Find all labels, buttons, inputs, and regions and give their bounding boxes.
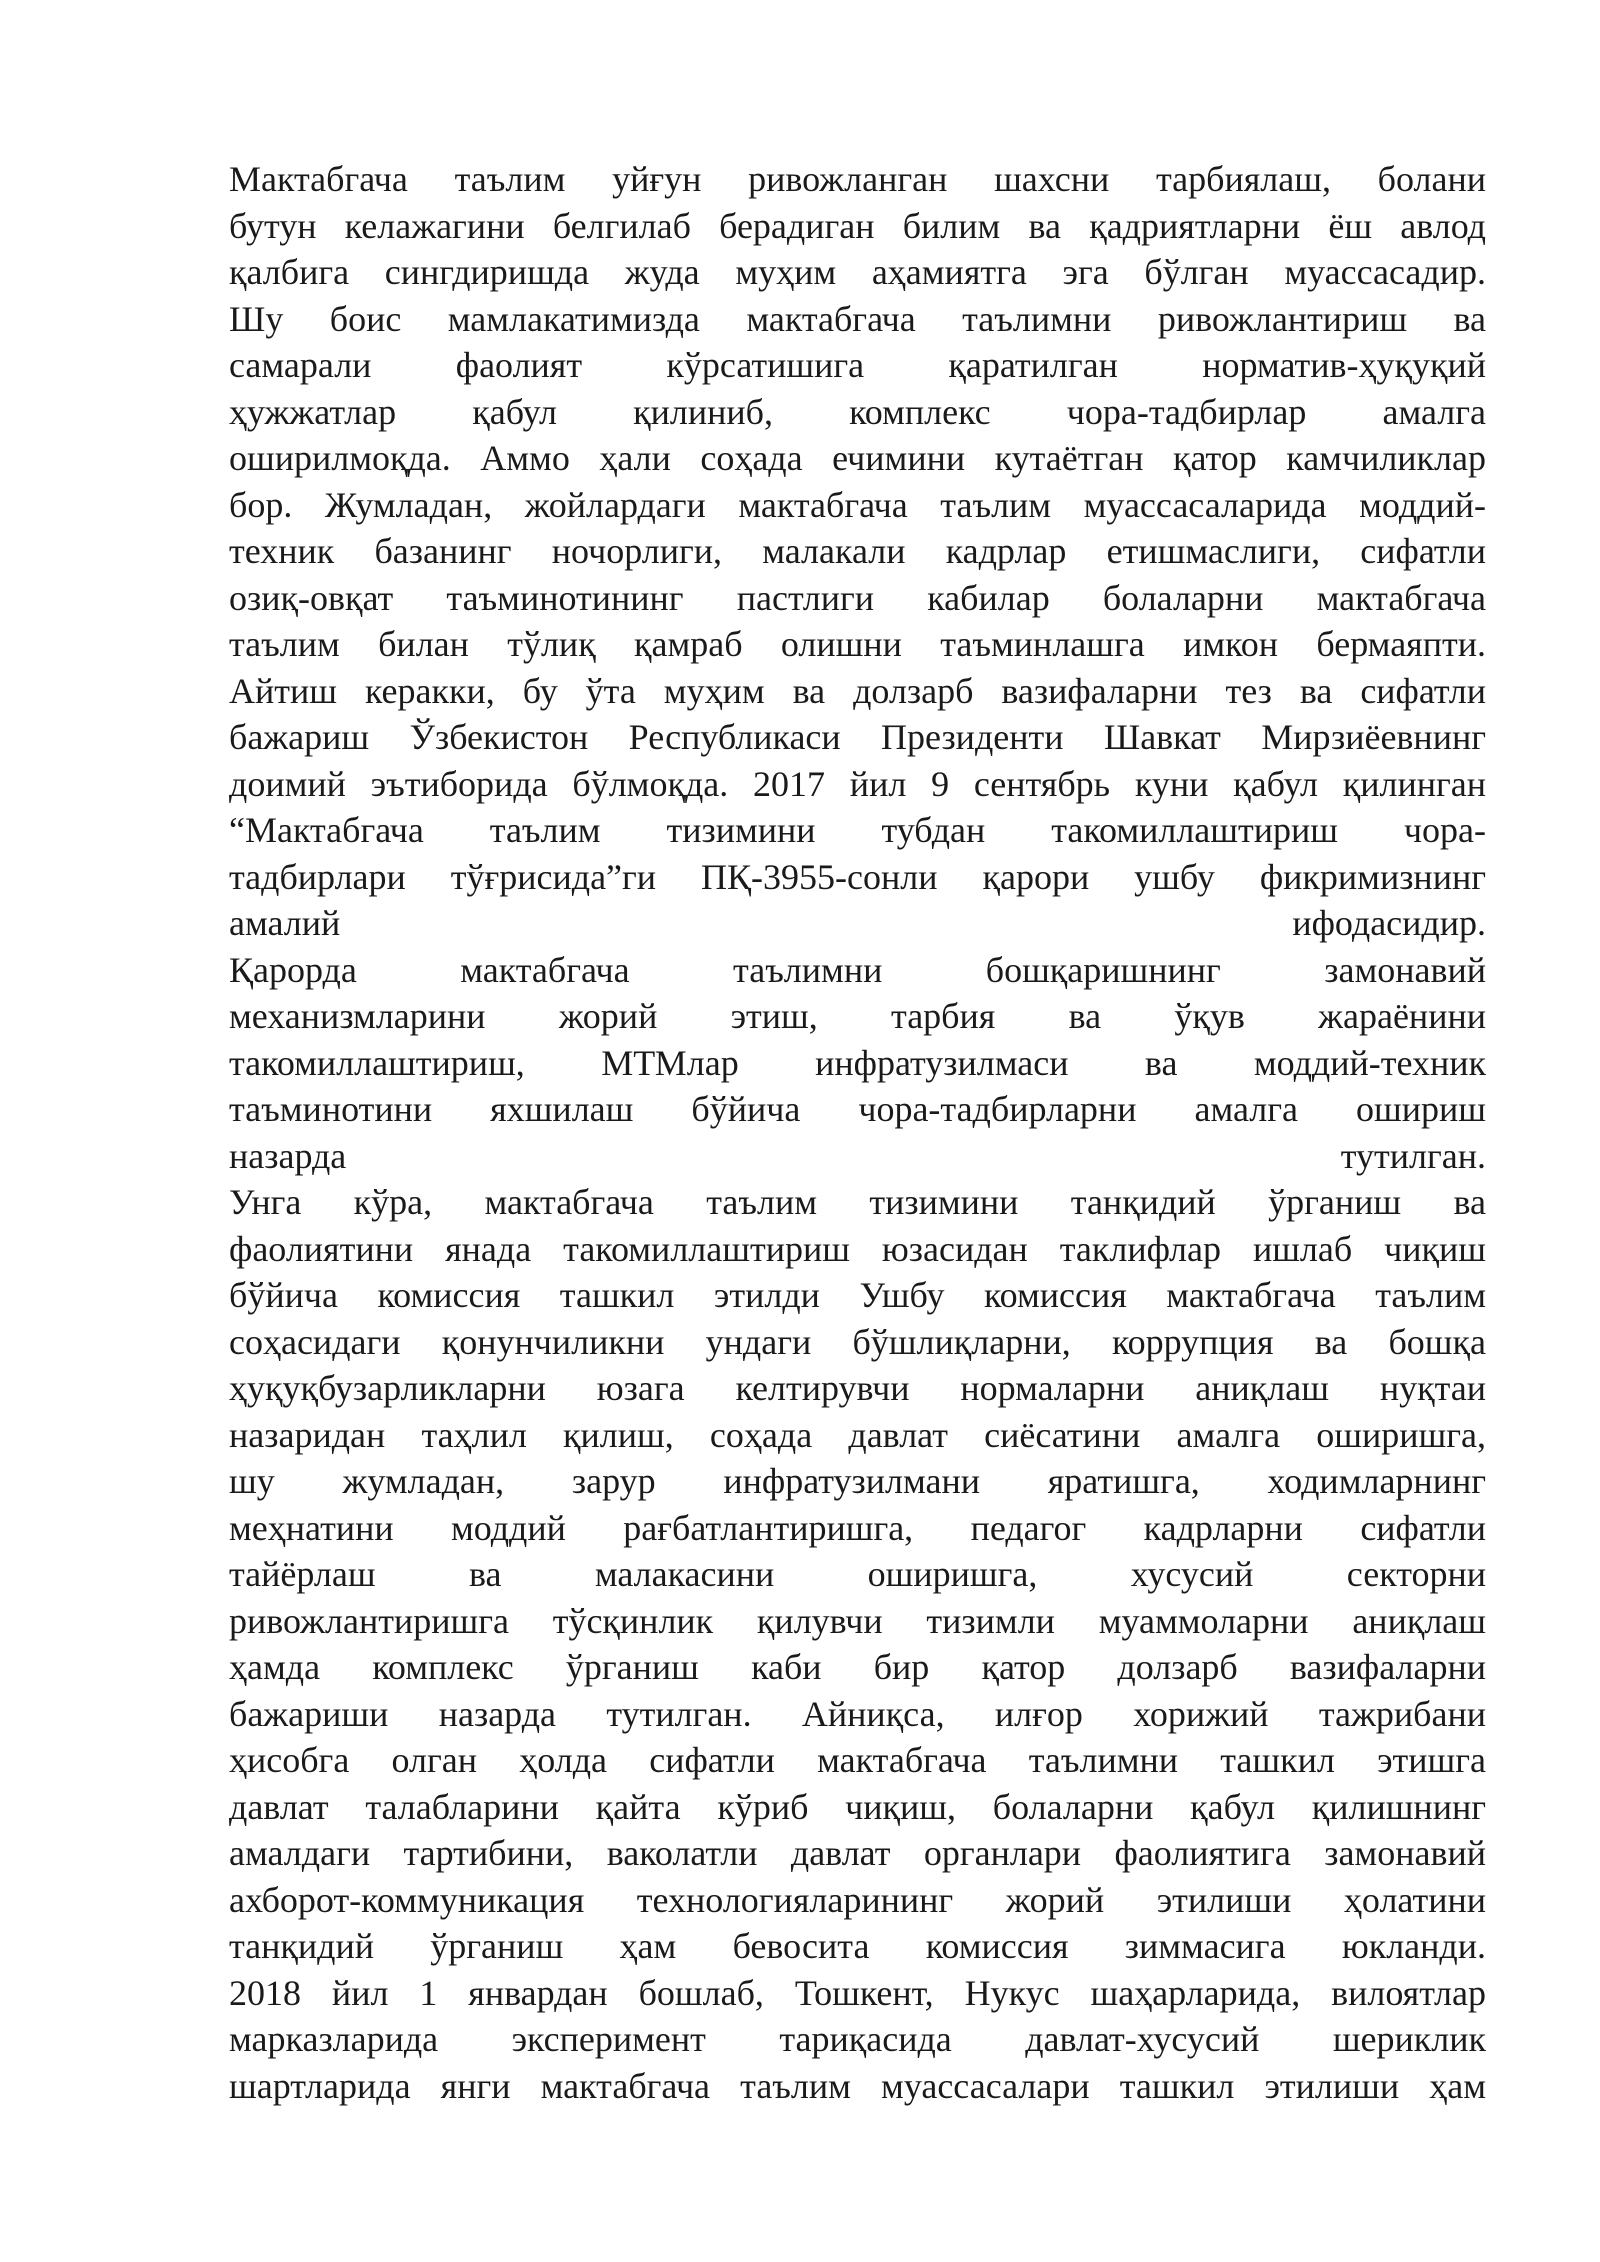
text-line: марказларида эксперимент тариқасида давлат-хусусий шериклик xyxy=(229,2019,1486,2059)
text-line: такомиллаштириш, МТМлар инфратузилмаси ва моддий-техник xyxy=(229,1042,1486,1083)
text-line: озиқ-овқат таъминотининг пастлиги кабилар болаларни мактабгача xyxy=(229,577,1486,618)
text-line: ҳуқуқбузарликларни юзага келтирувчи нормаларни аниқлаш нуқтаи xyxy=(229,1368,1486,1408)
text-line: Айтиш керакки, бу ўта муҳим ва долзарб вазифаларни тез ва сифатли xyxy=(229,670,1486,711)
text-line: оширилмоқда. Аммо ҳали соҳада ечимини кутаётган қатор камчиликлар xyxy=(229,438,1486,478)
text-line: амалий ифодасидир. xyxy=(229,903,1486,943)
text-line: таъминотини яхшилаш бўйича чора-тадбирларни амалга ошириш xyxy=(229,1089,1486,1129)
text-line: соҳасидаги қонунчиликни ундаги бўшлиқларни, коррупция ва бошқа xyxy=(229,1321,1486,1362)
text-line: амалдаги тартибини, ваколатли давлат органлари фаолиятига замонавий xyxy=(229,1833,1486,1873)
text-line: таълим билан тўлиқ қамраб олишни таъминлашга имкон бермаяпти. xyxy=(229,624,1486,664)
text-line: танқидий ўрганиш ҳам бевосита комиссия зиммасига юкланди. xyxy=(229,1926,1486,1966)
text-line: фаолиятини янада такомиллаштириш юзасидан таклифлар ишлаб чиқиш xyxy=(229,1228,1486,1269)
text-line: шу жумладан, зарур инфратузилмани яратишга, ходимларнинг xyxy=(229,1461,1486,1501)
text-line: механизмларини жорий этиш, тарбия ва ўқув жараёнини xyxy=(229,996,1486,1036)
text-line: Қарорда мактабгача таълимни бошқаришнинг замонавий xyxy=(229,949,1486,990)
text-line: ахборот-коммуникация технологияларининг жорий этилиши ҳолатини xyxy=(229,1879,1486,1920)
document-body xyxy=(229,156,1486,2109)
text-line: бажариши назарда тутилган. Айниқса, илғор хорижий тажрибани xyxy=(229,1693,1486,1734)
text-line: бутун келажагини белгилаб берадиган билим ва қадриятларни ёш авлод xyxy=(229,205,1486,246)
text-line: назаридан таҳлил қилиш, соҳада давлат сиёсатини амалга оширишга, xyxy=(229,1414,1486,1455)
text-line: бор. Жумладан, жойлардаги мактабгача таълим муассасаларида моддий- xyxy=(229,484,1486,525)
text-line: тадбирлари тўғрисида”ги ПҚ-3955-сонли қарори ушбу фикримизнинг xyxy=(229,856,1486,897)
text-line: бажариш Ўзбекистон Республикаси Президенти Шавкат Мирзиёевнинг xyxy=(229,717,1486,757)
text-line: доимий эътиборида бўлмоқда. 2017 йил 9 сентябрь куни қабул қилинган xyxy=(229,763,1486,804)
text-line: ҳамда комплекс ўрганиш каби бир қатор долзарб вазифаларни xyxy=(229,1647,1486,1687)
text-line: техник базанинг ночорлиги, малакали кадрлар етишмаслиги, сифатли xyxy=(229,531,1486,571)
text-line: ҳисобга олган ҳолда сифатли мактабгача таълимни ташкил этишга xyxy=(229,1740,1486,1780)
text-line: шартларида янги мактабгача таълим муассасалари ташкил этилиши ҳам xyxy=(229,2065,1486,2106)
text-line: ҳужжатлар қабул қилиниб, комплекс чора-тадбирлар амалга xyxy=(229,391,1486,432)
text-line: бўйича комиссия ташкил этилди Ушбу комиссия мактабгача таълим xyxy=(229,1275,1486,1315)
text-line: самарали фаолият кўрсатишига қаратилган норматив-ҳуқуқий xyxy=(229,345,1486,385)
text-line: қалбига сингдиришда жуда муҳим аҳамиятга эга бўлган муассасадир. xyxy=(229,252,1486,292)
text-line: назарда тутилган. xyxy=(229,1135,1486,1176)
text-line: Шу боис мамлакатимизда мактабгача таълимни ривожлантириш ва xyxy=(229,298,1486,339)
text-line: ривожлантиришга тўсқинлик қилувчи тизимли муаммоларни аниқлаш xyxy=(229,1600,1486,1641)
text-line: меҳнатини моддий рағбатлантиришга, педагог кадрларни сифатли xyxy=(229,1507,1486,1548)
text-line: тайёрлаш ва малакасини оширишга, хусусий секторни xyxy=(229,1554,1486,1594)
text-line: “Мактабгача таълим тизимини тубдан такомиллаштириш чора- xyxy=(229,810,1486,850)
text-line: давлат талабларини қайта кўриб чиқиш, болаларни қабул қилишнинг xyxy=(229,1786,1486,1827)
text-line: Унга кўра, мактабгача таълим тизимини танқидий ўрганиш ва xyxy=(229,1182,1486,1222)
text-line: 2018 йил 1 январдан бошлаб, Тошкент, Нукус шаҳарларида, вилоятлар xyxy=(229,1972,1486,2013)
text-line: Мактабгача таълим уйғун ривожланган шахсни тарбиялаш, болани xyxy=(229,159,1486,199)
